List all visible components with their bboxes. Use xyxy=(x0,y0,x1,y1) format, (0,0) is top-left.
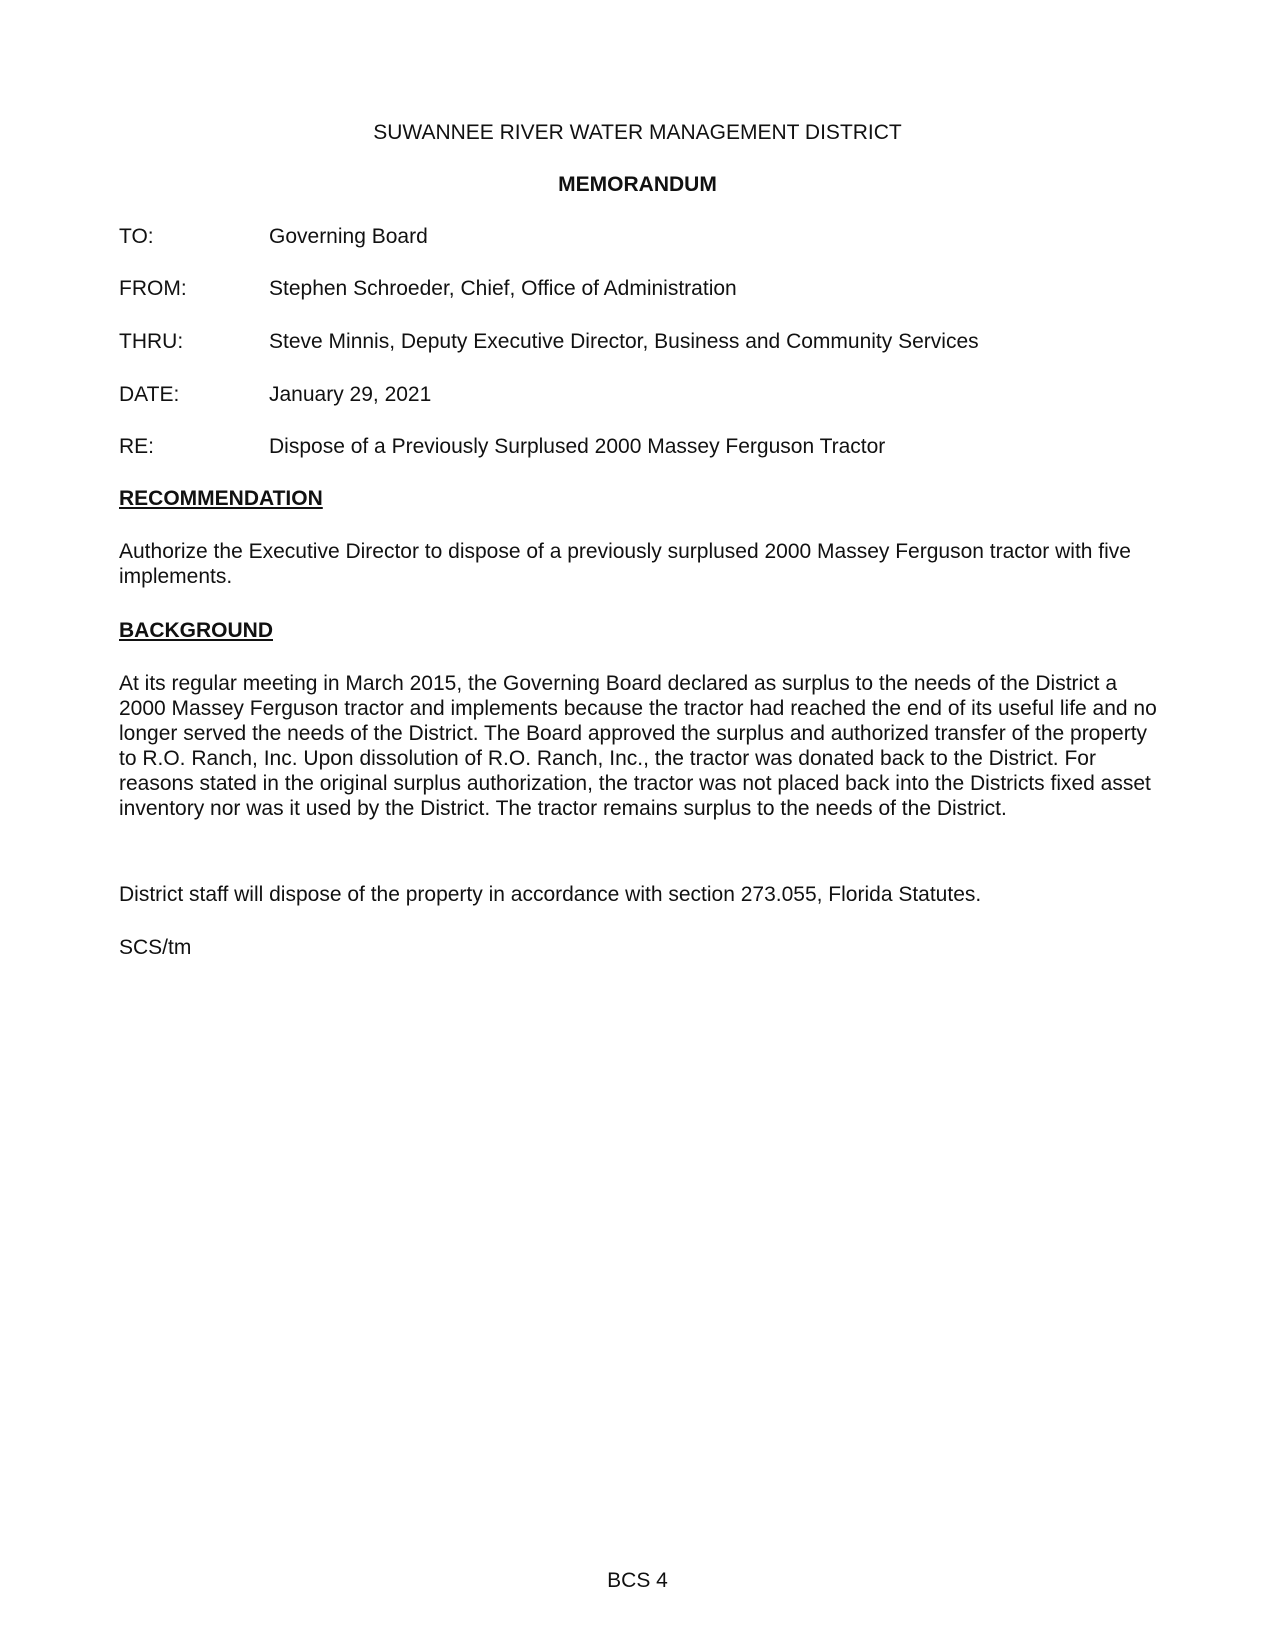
background-heading: BACKGROUND xyxy=(119,619,273,642)
date-label: DATE: xyxy=(119,383,180,406)
header-from-row xyxy=(119,276,1169,302)
to-value: Governing Board xyxy=(269,225,428,248)
header-re-row xyxy=(119,434,1169,460)
background-paragraph-2: District staff will dispose of the property in accordance with section 273.055, Florida Statutes. xyxy=(119,883,982,906)
re-value: Dispose of a Previously Surplused 2000 Massey Ferguson Tractor xyxy=(269,435,886,458)
author-initials: SCS/tm xyxy=(119,936,192,959)
re-label: RE: xyxy=(119,435,155,458)
background-paragraph-1: At its regular meeting in March 2015, the Governing Board declared as surplus to the needs of the District a 2000 Massey Ferguson tractor and implements because the tractor had reached the end of its useful life and no longer served the needs of the District. The Board approved the surplus and authorized transfer of the property to R.O. Ranch, Inc. Upon dissolution of R.O. Ranch, Inc., the tractor was donated back to the District. For reasons stated in the original surplus authorization, the tractor was not placed back into the Districts fixed asset inventory nor was it used by the District. The tractor remains surplus to the needs of the District. xyxy=(119,672,1157,820)
from-value: Stephen Schroeder, Chief, Office of Administration xyxy=(269,277,737,300)
date-value: January 29, 2021 xyxy=(269,383,432,406)
recommendation-text: Authorize the Executive Director to dispose of a previously surplused 2000 Massey Ferguson tractor with five implements. xyxy=(119,540,1131,588)
thru-value: Steve Minnis, Deputy Executive Director, Business and Community Services xyxy=(269,330,979,353)
header-thru-row xyxy=(119,329,1169,355)
from-label: FROM: xyxy=(119,277,187,300)
header-date-row xyxy=(119,382,1169,408)
header-to-row xyxy=(119,224,1169,250)
thru-label: THRU: xyxy=(119,330,184,353)
recommendation-heading: RECOMMENDATION xyxy=(119,487,323,510)
organization-name: SUWANNEE RIVER WATER MANAGEMENT DISTRICT xyxy=(373,121,902,144)
to-label: TO: xyxy=(119,225,154,248)
document-title: MEMORANDUM xyxy=(558,173,717,196)
page-footer-label: BCS 4 xyxy=(607,1569,668,1592)
